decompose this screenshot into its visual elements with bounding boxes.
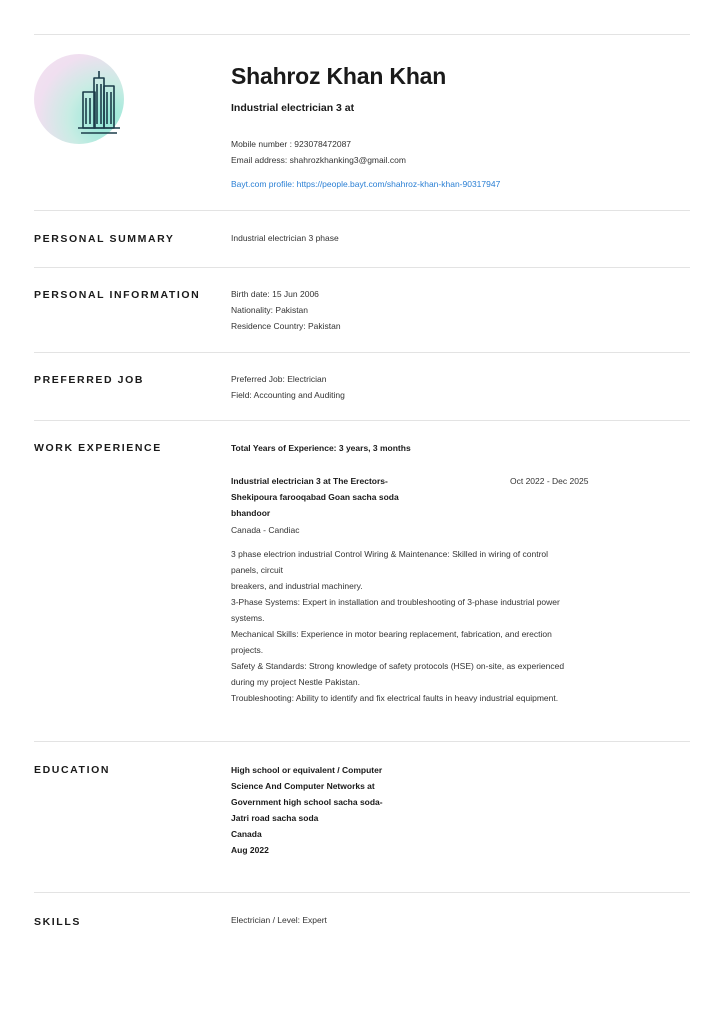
- job-role-line-3: bhandoor: [231, 508, 271, 518]
- section-title-summary: PERSONAL SUMMARY: [34, 233, 175, 245]
- divider: [34, 352, 690, 353]
- education-line: Jatri road sacha soda: [231, 813, 319, 823]
- divider: [34, 267, 690, 268]
- divider: [34, 420, 690, 421]
- residence-country: Residence Country: Pakistan: [231, 321, 341, 331]
- skill-item: Electrician / Level: Expert: [231, 915, 327, 925]
- divider: [34, 892, 690, 893]
- job-location: Canada - Candiac: [231, 525, 300, 535]
- section-title-skills: SKILLS: [34, 916, 81, 928]
- preferred-job: Preferred Job: Electrician: [231, 374, 327, 384]
- mobile-number: Mobile number : 923078472087: [231, 139, 352, 149]
- section-title-work-experience: WORK EXPERIENCE: [34, 442, 162, 454]
- job-description-line: panels, circuit: [231, 565, 283, 575]
- job-description-line: 3-Phase Systems: Expert in installation and troubleshooting of 3-phase industrial power: [231, 597, 560, 607]
- total-experience: Total Years of Experience: 3 years, 3 months: [231, 443, 411, 453]
- birth-date: Birth date: 15 Jun 2006: [231, 289, 319, 299]
- bayt-profile-link[interactable]: Bayt.com profile: https://people.bayt.com/shahroz-khan-khan-90317947: [231, 179, 501, 189]
- divider: [34, 741, 690, 742]
- section-title-education: EDUCATION: [34, 764, 111, 776]
- job-description-line: systems.: [231, 613, 265, 623]
- city-buildings-icon: [34, 54, 124, 144]
- education-line: Government high school sacha soda-: [231, 797, 383, 807]
- nationality: Nationality: Pakistan: [231, 305, 309, 315]
- job-description-line: 3 phase electrion industrial Control Wiring & Maintenance: Skilled in wiring of control: [231, 549, 549, 559]
- preferred-field: Field: Accounting and Auditing: [231, 390, 345, 400]
- summary-text: Industrial electrician 3 phase: [231, 233, 339, 243]
- education-line: Aug 2022: [231, 845, 269, 855]
- education-line: Canada: [231, 829, 262, 839]
- job-description-line: Safety & Standards: Strong knowledge of safety protocols (HSE) on-site, as experienced: [231, 661, 565, 671]
- job-description-line: breakers, and industrial machinery.: [231, 581, 363, 591]
- job-description-line: Troubleshooting: Ability to identify and fix electrical faults in heavy industrial equipment.: [231, 693, 559, 703]
- job-role-line-2: Shekipoura farooqabad Goan sacha soda: [231, 492, 399, 502]
- divider: [34, 210, 690, 211]
- candidate-name: Shahroz Khan Khan: [231, 63, 447, 89]
- section-title-personal-info: PERSONAL INFORMATION: [34, 289, 201, 301]
- job-description-line: projects.: [231, 645, 264, 655]
- candidate-headline: Industrial electrician 3 at: [231, 102, 355, 114]
- email-address: Email address: shahrozkhanking3@gmail.com: [231, 155, 406, 165]
- divider: [34, 34, 690, 35]
- education-line: High school or equivalent / Computer: [231, 765, 383, 775]
- education-line: Science And Computer Networks at: [231, 781, 375, 791]
- section-title-preferred-job: PREFERRED JOB: [34, 374, 145, 386]
- job-description-line: Mechanical Skills: Experience in motor bearing replacement, fabrication, and erection: [231, 629, 552, 639]
- job-dates: Oct 2022 - Dec 2025: [510, 476, 589, 486]
- job-description-line: during my project Nestle Pakistan.: [231, 677, 360, 687]
- job-role-line-1: Industrial electrician 3 at The Erectors-: [231, 476, 388, 486]
- profile-avatar: [34, 54, 124, 144]
